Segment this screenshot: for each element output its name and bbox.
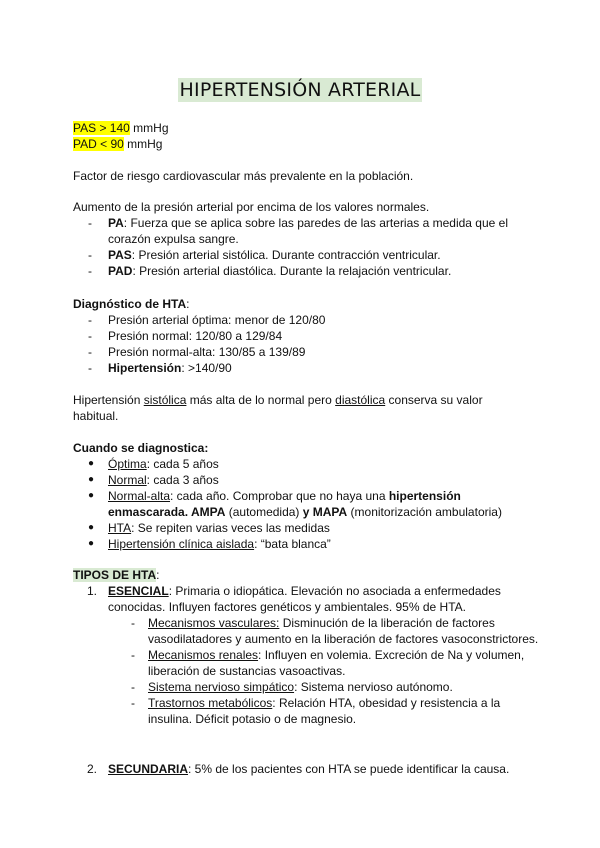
dash-marker: - (131, 616, 135, 630)
tipos-heading-line (73, 567, 543, 583)
sub-text: Disminución de la liberación de factores vasodilatadores y aumento en la liberación de factores vasoconstrictores. (148, 616, 539, 646)
item-term: HTA (108, 521, 132, 535)
dash-marker: - (131, 680, 135, 694)
pressure-values (73, 120, 533, 152)
pas-unit: mmHg (129, 121, 169, 135)
page-title: HIPERTENSIÓN ARTERIAL (179, 79, 421, 101)
list-item (73, 456, 543, 472)
item-number: 2. (87, 762, 98, 776)
sub-term: Mecanismos renales (148, 648, 259, 662)
list-item (73, 263, 543, 279)
item-text: (automedida) (225, 505, 303, 519)
bullet-marker: ● (88, 538, 95, 549)
colon: : (156, 568, 160, 582)
dash-marker: - (88, 264, 92, 278)
title-wrap (0, 78, 600, 102)
item-term: Normal-alta (108, 489, 171, 503)
item-text: : “bata blanca” (254, 537, 331, 551)
item-term: Óptima (108, 457, 147, 471)
item-text: Presión normal-alta: 130/85 a 139/89 (108, 345, 306, 359)
numbered-item-secundaria (73, 761, 543, 777)
aumento-section (73, 199, 543, 279)
term: Hipertensión (108, 361, 182, 375)
sub-list-item (73, 695, 543, 727)
dash-marker: - (88, 345, 92, 359)
diagnostico-section (73, 296, 533, 376)
dash-marker: - (131, 696, 135, 710)
tipos-section (73, 567, 543, 727)
sub-text: : Sistema nervioso autónomo. (294, 680, 453, 694)
pas-line (73, 120, 533, 136)
sub-term: Mecanismos vasculares: (148, 616, 280, 630)
colon: : (186, 297, 190, 311)
list-item (73, 328, 533, 344)
pas-label: PAS > 140 (73, 121, 130, 135)
item-text: Presión normal: 120/80 a 129/84 (108, 329, 283, 343)
sub-text: : Relación HTA, obesidad y resistencia a la insulina. Déficit potasio o de magnesio. (148, 696, 501, 726)
factor-paragraph: Factor de riesgo cardiovascular más prevalente en la población. (73, 169, 414, 183)
item-text: : cada 5 años (146, 457, 219, 471)
cuando-heading-line (73, 440, 543, 456)
dash-marker: - (88, 313, 92, 327)
text: más alta de lo normal pero (186, 393, 336, 407)
bullet-marker: ● (88, 474, 95, 485)
pad-unit: mmHg (123, 137, 163, 151)
pad-line (73, 136, 533, 152)
bullet-marker: ● (88, 458, 95, 469)
pad-label: PAD < 90 (73, 137, 124, 151)
secundaria-line (73, 761, 543, 777)
dash-marker: - (88, 216, 92, 230)
esencial-term: ESENCIAL (108, 584, 169, 598)
item-text: : Presión arterial diastólica. Durante la relajación ventricular. (132, 264, 452, 278)
item-number: 1. (87, 584, 98, 598)
sistolica-term: sistólica (143, 393, 187, 407)
dash-marker: - (131, 648, 135, 662)
diagnostico-heading: Diagnóstico de HTA (73, 297, 187, 311)
item-text: : cada año. Comprobar que no haya una (170, 489, 389, 503)
dash-marker: - (88, 361, 92, 375)
tipos-heading: TIPOS DE HTA (73, 568, 157, 582)
diagnostico-heading-line (73, 296, 533, 312)
text: conserva su valor habitual. (73, 393, 483, 423)
cuando-section (73, 440, 543, 552)
diastolica-term: diastólica (335, 393, 386, 407)
item-text: : cada 3 años (146, 473, 219, 487)
list-item (73, 247, 543, 263)
item-term: Normal (108, 473, 147, 487)
list-item (73, 472, 543, 488)
item-text: : Primaria o idiopática. Elevación no asociada a enfermedades conocidas. Influyen factores genéticos y ambientales. 95% de HTA. (108, 584, 501, 614)
list-item (73, 360, 533, 376)
sub-list-item (73, 615, 543, 647)
list-item (73, 312, 533, 328)
term: PAD (108, 264, 133, 278)
term: PAS (108, 248, 132, 262)
text: Hipertensión (73, 393, 144, 407)
dash-marker: - (88, 248, 92, 262)
item-term: Hipertensión clínica aislada (108, 537, 255, 551)
item-bold: y MAPA (302, 505, 348, 519)
item-text: : Fuerza que se aplica sobre las paredes de las arterias a medida que el corazón expulsa sangre. (108, 216, 509, 246)
cuando-heading: Cuando se diagnostica: (73, 441, 209, 455)
item-bold: hipertensión enmascarada. AMPA (108, 489, 461, 519)
sub-term: Trastornos metabólicos (148, 696, 273, 710)
list-item (73, 488, 543, 520)
sistolica-paragraph (73, 392, 513, 424)
sub-term: Sistema nervioso simpático (148, 680, 295, 694)
item-text: : Presión arterial sistólica. Durante contracción ventricular. (131, 248, 441, 262)
item-text: : 5% de los pacientes con HTA se puede identificar la causa. (188, 762, 510, 776)
dash-marker: - (88, 329, 92, 343)
sub-text: : Influyen en volemia. Excreción de Na y volumen, liberación de sustancias vasoactivas. (148, 648, 525, 678)
list-item (73, 344, 533, 360)
item-text: (monitorización ambulatoria) (347, 505, 502, 519)
bullet-marker: ● (88, 490, 95, 501)
aumento-intro: Aumento de la presión arterial por encima de los valores normales. (73, 200, 430, 214)
numbered-item-esencial (73, 583, 543, 615)
list-item (73, 215, 543, 247)
bullet-marker: ● (88, 522, 95, 533)
item-text: Presión arterial óptima: menor de 120/80 (108, 313, 326, 327)
item-text: : Se repiten varias veces las medidas (131, 521, 330, 535)
list-item (73, 520, 543, 536)
sub-list-item (73, 679, 543, 695)
term: PA (108, 216, 124, 230)
item-text: : >140/90 (181, 361, 232, 375)
secundaria-term: SECUNDARIA (108, 762, 189, 776)
list-item (73, 536, 543, 552)
sub-list-item (73, 647, 543, 679)
